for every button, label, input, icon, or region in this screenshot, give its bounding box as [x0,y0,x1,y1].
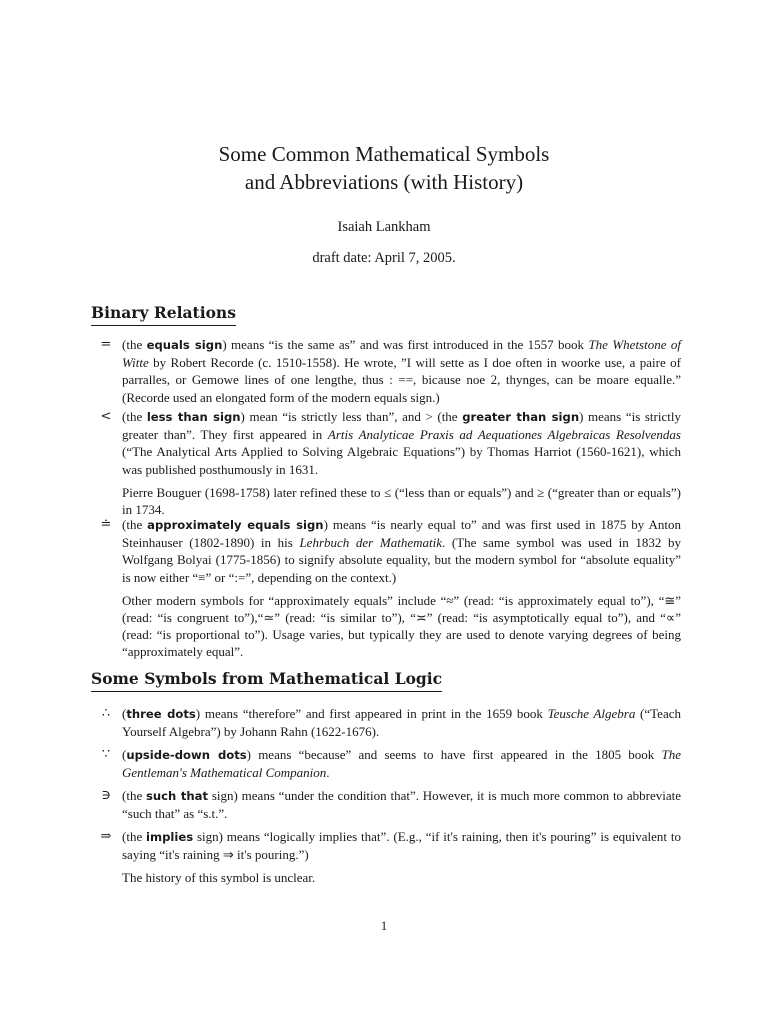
book-title: Artis Analyticae Praxis ad Aequationes Algebraicas Resolvendas [327,427,681,443]
draft-date: draft date: April 7, 2005. [312,250,456,266]
section-heading-binary-relations: Binary Relations [91,303,236,326]
title-line-1: Some Common Mathematical Symbols [218,142,550,166]
book-title: The Whetstone of Witte [122,337,681,371]
equals-symbol: = [100,337,112,352]
page-number: 1 [380,918,388,933]
term: upside-down dots [126,748,247,762]
entry-paragraph: (three dots) means “therefore” and first appeared in print in the 1659 book Teusche Algebra (“Teach Yourself Algebra”) by Johann Rahn (1622-1676). [122,706,681,740]
entry-paragraph: (the equals sign) means “is the same as” and was first introduced in the 1557 book The Whetstone of Witte by Robert Recorde (c. 1510-1558). He wrote, ”I will sette as I doe often in woorke use, a paire of parralles, or Gemowe lines of one lengthe, thus : ==, bicause noe 2, thynges, can be moare equalle.” (Recorde used an elongated form of the modern equals sign.) [122,337,681,405]
approximately-equals-symbol: ≐ [100,517,112,532]
therefore-symbol: ∴ [101,706,111,721]
implies-arrow-symbol: ⇒ [100,829,112,844]
entry-paragraph: (the less than sign) mean “is strictly less than”, and > (the greater than sign) means “is strictly greater than”. They first appeared in Artis Analyticae Praxis ad Aequationes Algebraicas Resolvendas (“The Analytical Arts Applied to Solving Algebraic Equations”) by Thomas Harriot (1560-1621), which was published posthumously in 1631. [122,409,681,477]
less-than-symbol: < [100,409,112,424]
term: less than sign [146,410,241,424]
term: such that [146,789,209,803]
entry-body [122,408,681,524]
entry-paragraph: Pierre Bouguer (1698-1758) later refined these to ≤ (“less than or equals”) and ≥ (“greater than or equals”) in 1734. [122,484,681,518]
book-title: Lehrbuch der Mathematik [299,535,442,551]
entry-paragraph: (upside-down dots) means “because” and seems to have first appeared in the 1805 book The Gentleman's Mathematical Companion. [122,747,681,781]
entry-body [122,787,681,828]
entry-body [122,828,681,893]
entry-body [122,516,681,667]
because-symbol: ∵ [101,747,111,762]
book-title: Teusche Algebra [547,706,636,721]
entry-paragraph: (the implies sign) means “logically implies that”. (E.g., “if it's raining, then it's pouring” is equivalent to saying “it's raining ⇒ it's pouring.”) [122,829,681,863]
document-title [0,140,768,196]
entry-body [122,336,681,412]
entry-paragraph: Other modern symbols for “approximately equals” include “≈” (read: “is approximately equal to”), “≅” (read: “is congruent to”),“≃” (read: “is similar to”), “≍” (read: “is asymptotically equal to”), and “∝” (read: “is proportional to”). Usage varies, but typically they are used to denote varying degrees of being “approximately equal”. [122,592,681,660]
entry-paragraph: The history of this symbol is unclear. [122,870,316,886]
such-that-symbol: ∋ [101,788,111,803]
entry-paragraph: (the such that sign) means “under the condition that”. However, it is much more common to abbreviate “such that” as “s.t.”. [122,788,681,822]
term: equals sign [146,338,223,352]
book-title: The Gentleman's Mathematical Companion [122,747,681,781]
entry-paragraph: (the approximately equals sign) means “is nearly equal to” and was first used in 1875 by Anton Steinhauser (1802-1890) in his Lehrbuch der Mathematik. (The same symbol was used in 1832 by Wolfgang Bolyai (1775-1856) to signify absolute equality, but the modern symbol for “absolute equality” is now either “≡” or “:=”, depending on the context.) [122,517,681,585]
term: greater than sign [462,410,580,424]
entry-body [122,746,681,787]
section-heading-mathematical-logic: Some Symbols from Mathematical Logic [91,669,442,692]
entry-body [122,705,681,746]
author: Isaiah Lankham [337,219,431,235]
term: approximately equals sign [147,518,324,532]
term: implies [146,830,194,844]
title-line-2: and Abbreviations (with History) [244,170,524,194]
term: three dots [126,707,196,721]
